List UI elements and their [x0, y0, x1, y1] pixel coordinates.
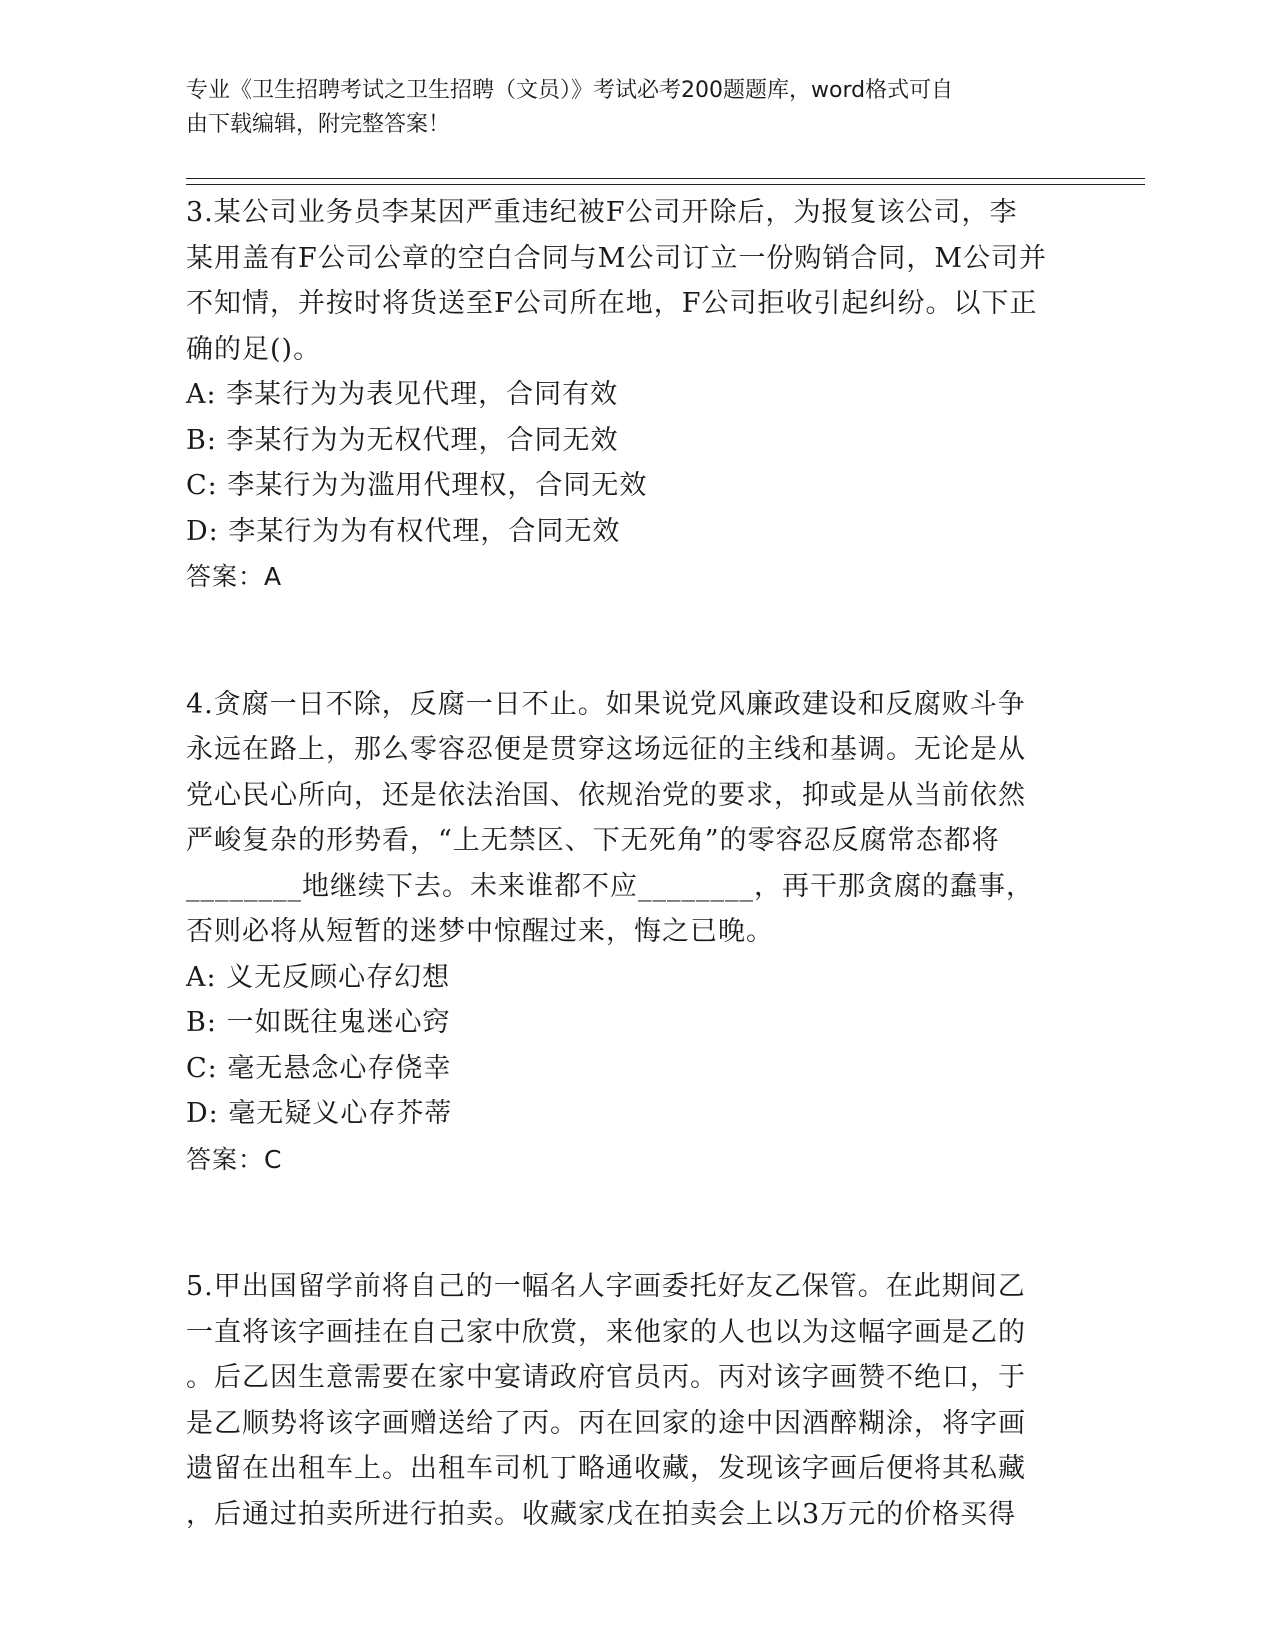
question-line: 。后乙因生意需要在家中宴请政府官员丙。丙对该字画赞不绝口，于	[186, 1362, 1026, 1393]
option-d: D: 李某行为为有权代理，合同无效	[186, 515, 621, 547]
option-a: A: 义无反顾心存幻想	[186, 961, 451, 993]
question-block	[186, 682, 1066, 1183]
header-divider-bottom	[186, 184, 1145, 185]
question-line: 党心民心所向，还是依法治国、依规治党的要求，抑或是从当前依然	[186, 779, 1026, 811]
question-line: 严峻复杂的形势看，“上无禁区、下无死角”的零容忍反腐常态都将	[186, 825, 1000, 856]
question-line: 4.贪腐一日不除，反腐一日不止。如果说党风廉政建设和反腐败斗争	[186, 688, 1026, 720]
question-line: ________地继续下去。未来谁都不应________，再干那贪腐的蠢事，	[186, 870, 1034, 902]
question-line: 永远在路上，那么零容忍便是贯穿这场远征的主线和基调。无论是从	[186, 734, 1026, 765]
header-divider-top	[186, 178, 1145, 179]
option-a: A: 李某行为为表见代理，合同有效	[186, 379, 619, 410]
question-line: 一直将该字画挂在自己家中欣赏，来他家的人也以为这幅字画是乙的	[186, 1316, 1026, 1348]
question-line: 不知情，并按时将货送至F公司所在地，F公司拒收引起纠纷。以下正	[186, 288, 1038, 319]
option-b: B: 李某行为为无权代理，合同无效	[186, 424, 619, 456]
option-c: C: 李某行为为滥用代理权，合同无效	[186, 470, 648, 501]
answer-label: 答案：A	[186, 562, 283, 591]
option-c: C: 毫无悬念心存侥幸	[186, 1052, 452, 1084]
question-line: 某用盖有F公司公章的空白合同与M公司订立一份购销合同，M公司并	[186, 242, 1048, 274]
question-line: 否则必将从短暂的迷梦中惊醒过来，悔之已晚。	[186, 916, 774, 947]
question-line: 5.甲出国留学前将自己的一幅名人字画委托好友乙保管。在此期间乙	[186, 1271, 1026, 1302]
question-line: 3.某公司业务员李某因严重违纪被F公司开除后，为报复该公司，李	[186, 197, 1018, 228]
question-line: 是乙顺势将该字画赠送给了丙。丙在回家的途中因酒醉糊涂，将字画	[186, 1407, 1026, 1439]
question-line: 遗留在出租车上。出租车司机丁略通收藏，发现该字画后便将其私藏	[186, 1453, 1026, 1484]
question-line: ，后通过拍卖所进行拍卖。收藏家戊在拍卖会上以3万元的价格买得	[186, 1498, 1017, 1530]
header-line-1: 专业《卫生招聘考试之卫生招聘（文员）》考试必考200题题库，word格式可自	[186, 78, 954, 103]
header-line-2: 由下载编辑，附完整答案！	[186, 112, 451, 137]
answer-label: 答案：C	[186, 1144, 283, 1174]
question-list	[186, 190, 1066, 1537]
document-header	[186, 74, 1066, 142]
question-block	[186, 190, 1066, 600]
question-line: 确的足()。	[186, 333, 322, 365]
option-b: B: 一如既往鬼迷心窍	[186, 1007, 451, 1038]
option-d: D: 毫无疑义心存芥蒂	[186, 1098, 453, 1129]
question-block	[186, 1264, 1066, 1537]
